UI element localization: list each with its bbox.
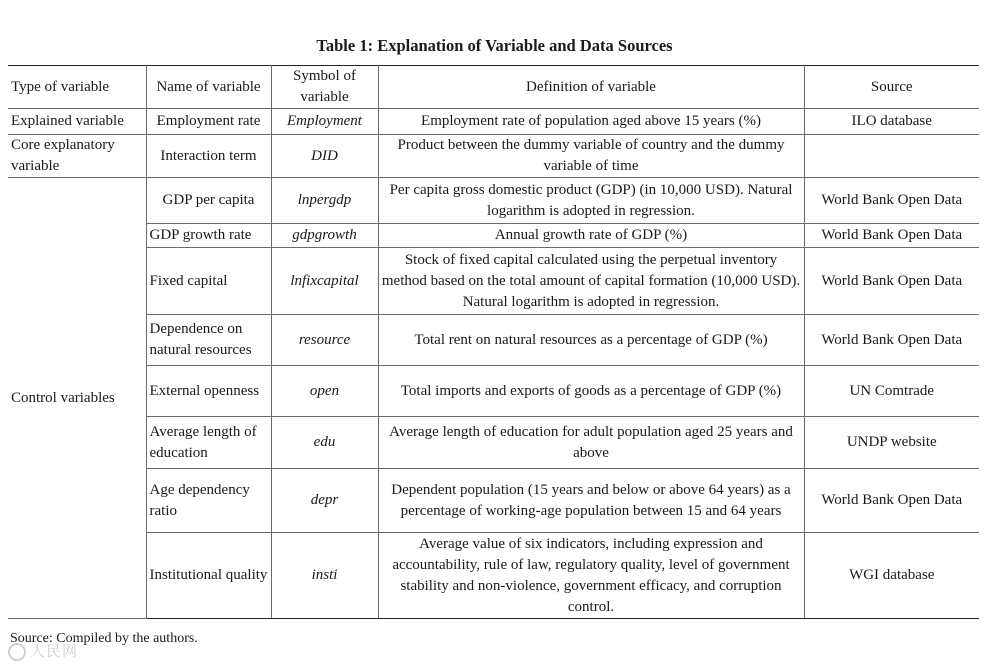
cell-symbol: depr [271,469,378,533]
group-core: Core explanatory variable [8,135,146,178]
cell-symbol: Employment [271,109,378,135]
cell-source: UN Comtrade [804,366,979,417]
cell-name: Employment rate [146,109,271,135]
cell-name: Age dependency ratio [146,469,271,533]
cell-source: WGI database [804,533,979,619]
header-definition: Definition of variable [378,66,804,109]
table-row [8,533,979,619]
table-row [8,109,979,135]
source-note: Source: Compiled by the authors. [10,631,198,646]
cell-symbol: DID [271,135,378,178]
cell-source: World Bank Open Data [804,248,979,315]
cell-source: ILO database [804,109,979,135]
cell-source: UNDP website [804,417,979,469]
table-row [8,178,979,224]
cell-source: World Bank Open Data [804,224,979,248]
cell-definition: Dependent population (15 years and below or above 64 years) as a percentage of working-age population between 15 and 64 years [378,469,804,533]
header-name: Name of variable [146,66,271,109]
cell-symbol: lnpergdp [271,178,378,224]
table-row [8,417,979,469]
cell-definition: Total imports and exports of goods as a percentage of GDP (%) [378,366,804,417]
cell-symbol: lnfixcapital [271,248,378,315]
table-row [8,224,979,248]
header-type: Type of variable [8,66,146,109]
cell-definition: Average length of education for adult population aged 25 years and above [378,417,804,469]
cell-definition: Average value of six indicators, including expression and accountability, rule of law, regulatory quality, level of government stability and non-violence, government efficacy, and corruption control. [378,533,804,619]
cell-source [804,135,979,178]
table-row [8,469,979,533]
group-control: Control variables [8,178,146,619]
cell-symbol: open [271,366,378,417]
cell-name: Institutional quality [146,533,271,619]
watermark-logo-icon [8,643,26,661]
cell-symbol: gdpgrowth [271,224,378,248]
header-symbol: Symbol of variable [271,66,378,109]
cell-definition: Product between the dummy variable of country and the dummy variable of time [378,135,804,178]
group-explained: Explained variable [8,109,146,135]
cell-name: GDP growth rate [146,224,271,248]
cell-definition: Total rent on natural resources as a percentage of GDP (%) [378,315,804,366]
cell-source: World Bank Open Data [804,315,979,366]
watermark [8,640,78,661]
cell-definition: Per capita gross domestic product (GDP) (in 10,000 USD). Natural logarithm is adopted in regression. [378,178,804,224]
cell-name: Average length of education [146,417,271,469]
cell-definition: Stock of fixed capital calculated using the perpetual inventory method based on the total amount of capital formation (10,000 USD). Natural logarithm is adopted in regression. [378,248,804,315]
table-row [8,248,979,315]
cell-definition: Annual growth rate of GDP (%) [378,224,804,248]
table-row [8,366,979,417]
table-header-row [8,66,979,109]
cell-name: Interaction term [146,135,271,178]
cell-name: External openness [146,366,271,417]
cell-name: Fixed capital [146,248,271,315]
cell-symbol: edu [271,417,378,469]
table-row [8,315,979,366]
table-title: Table 1: Explanation of Variable and Data Sources [316,36,673,55]
cell-name: GDP per capita [146,178,271,224]
table-row [8,135,979,178]
cell-symbol: resource [271,315,378,366]
header-source: Source [804,66,979,109]
cell-definition: Employment rate of population aged above 15 years (%) [378,109,804,135]
cell-name: Dependence on natural resources [146,315,271,366]
variables-table [8,65,979,619]
cell-source: World Bank Open Data [804,469,979,533]
watermark-text: 人民网 [30,642,79,660]
cell-source: World Bank Open Data [804,178,979,224]
cell-symbol: insti [271,533,378,619]
